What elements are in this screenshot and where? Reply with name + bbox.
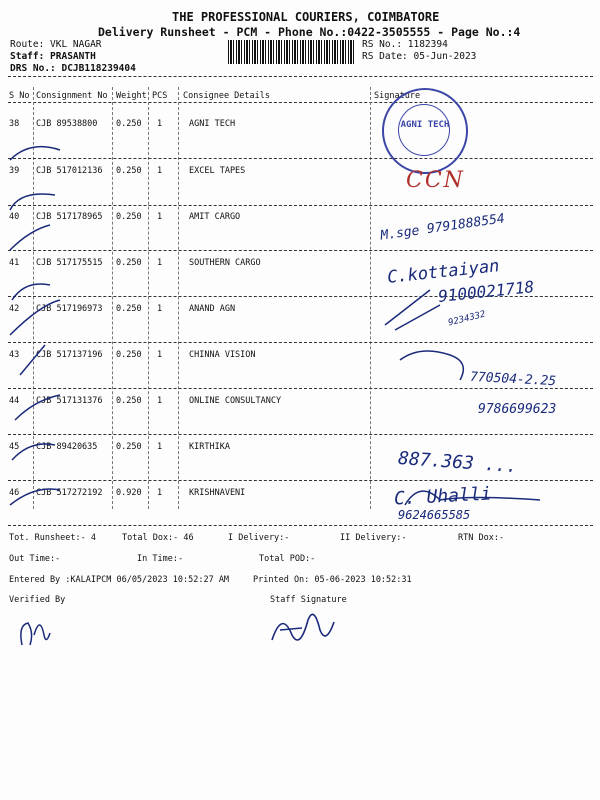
scribble <box>400 351 463 380</box>
row-weight: 0.250 <box>116 442 142 452</box>
verified-by: Verified By <box>9 595 66 605</box>
row-consignment: CJB 517137196 <box>36 350 103 360</box>
col-signature: Signature <box>374 91 421 101</box>
row-pcs: 1 <box>157 166 163 176</box>
row-consignee: KRISHNAVENI <box>189 488 246 498</box>
check-mark <box>12 284 50 300</box>
handwriting: 9234332 <box>447 309 487 329</box>
row-sno: 38 <box>9 119 20 129</box>
row-consignee: KIRTHIKA <box>189 442 230 452</box>
row-pcs: 1 <box>157 304 163 314</box>
route-label: Route: VKL NAGAR <box>10 39 102 50</box>
separator <box>8 102 593 103</box>
handwriting: 9100021718 <box>437 277 536 306</box>
row-weight: 0.920 <box>116 488 142 498</box>
col-divider <box>178 87 179 509</box>
handwriting: 9624665585 <box>398 508 471 522</box>
col-sno: S No <box>9 91 30 101</box>
separator <box>8 480 593 481</box>
col-consignee: Consignee Details <box>183 91 270 101</box>
handwriting: 887.363 ... <box>397 447 518 478</box>
entered-by: Entered By :KALAIPCM 06/05/2023 10:52:27 AM <box>9 575 230 585</box>
separator <box>8 158 593 159</box>
row-sno: 46 <box>9 488 20 498</box>
row-weight: 0.250 <box>116 304 142 314</box>
row-consignee: AGNI TECH <box>189 119 236 129</box>
row-pcs: 1 <box>157 396 163 406</box>
col-weight: Weight <box>116 91 147 101</box>
row-pcs: 1 <box>157 119 163 129</box>
handwriting: CCN <box>406 168 465 193</box>
row-pcs: 1 <box>157 488 163 498</box>
row-consignee: ANAND AGN <box>189 304 236 314</box>
row-consignment: CJB 517012136 <box>36 166 103 176</box>
staff-signature-drawing <box>262 600 352 660</box>
separator <box>8 388 593 389</box>
row-weight: 0.250 <box>116 166 142 176</box>
ii-delivery: II Delivery:- <box>340 533 407 543</box>
handwriting: M.sge 9791888554 <box>379 211 506 244</box>
row-consignment: CJB 517131376 <box>36 396 103 406</box>
row-weight: 0.250 <box>116 119 142 129</box>
row-consignee: CHINNA VISION <box>189 350 256 360</box>
staff-label: Staff: PRASANTH <box>10 51 96 62</box>
col-pcs: PCS <box>152 91 168 101</box>
printed-on: Printed On: 05-06-2023 10:52:31 <box>253 575 412 585</box>
separator <box>8 525 593 526</box>
runsheet-subtitle: Delivery Runsheet - PCM - Phone No.:0422-3505555 - Page No.:4 <box>98 25 521 39</box>
row-pcs: 1 <box>157 212 163 222</box>
out-time: Out Time:- <box>9 554 61 564</box>
company-stamp <box>382 88 468 174</box>
row-sno: 40 <box>9 212 20 222</box>
row-pcs: 1 <box>157 258 163 268</box>
in-time: In Time:- <box>137 554 184 564</box>
row-consignee: ONLINE CONSULTANCY <box>189 396 282 406</box>
handwriting: 9786699623 <box>478 402 557 417</box>
row-sno: 41 <box>9 258 20 268</box>
row-consignee: AMIT CARGO <box>189 212 241 222</box>
row-weight: 0.250 <box>116 350 142 360</box>
total-dox: Total Dox:- 46 <box>122 533 194 543</box>
company-name: THE PROFESSIONAL COURIERS, COIMBATORE <box>172 10 440 24</box>
row-consignment: CJB 517272192 <box>36 488 103 498</box>
row-consignee: SOUTHERN CARGO <box>189 258 261 268</box>
separator <box>8 342 593 343</box>
row-weight: 0.250 <box>116 258 142 268</box>
rtn-dox: RTN Dox:- <box>458 533 505 543</box>
col-divider <box>33 87 34 509</box>
check-mark <box>10 225 50 250</box>
row-consignment: CJB 517196973 <box>36 304 103 314</box>
separator <box>8 76 593 77</box>
handwriting: C.kottaiyan <box>386 256 501 288</box>
handwriting: C. Uhalli <box>393 483 493 510</box>
row-sno: 43 <box>9 350 20 360</box>
col-divider <box>370 87 371 509</box>
row-weight: 0.250 <box>116 212 142 222</box>
drs-number: DRS No.: DCJB118239404 <box>10 63 136 74</box>
rs-number: RS No.: 1182394 <box>362 39 448 50</box>
row-consignment: CJB 89420635 <box>36 442 98 452</box>
col-divider <box>112 87 113 509</box>
verified-signature <box>10 605 70 655</box>
separator <box>8 250 593 251</box>
col-divider <box>148 87 149 509</box>
separator <box>8 434 593 435</box>
row-sno: 39 <box>9 166 20 176</box>
row-consignment: CJB 517178965 <box>36 212 103 222</box>
row-pcs: 1 <box>157 350 163 360</box>
handwriting: 770504-2.25 <box>469 369 557 390</box>
row-consignment: CJB 89538800 <box>36 119 98 129</box>
barcode <box>228 40 354 64</box>
row-consignment: CJB 517175515 <box>36 258 103 268</box>
total-pod: Total POD:- <box>259 554 316 564</box>
col-consignment: Consignment No <box>36 91 108 101</box>
total-runsheet: Tot. Runsheet:- 4 <box>9 533 96 543</box>
rs-date: RS Date: 05-Jun-2023 <box>362 51 477 62</box>
i-delivery: I Delivery:- <box>228 533 290 543</box>
stamp-text: AGNI TECH <box>400 120 450 130</box>
separator <box>8 205 593 206</box>
staff-signature-label: Staff Signature <box>270 595 347 605</box>
row-sno: 45 <box>9 442 20 452</box>
row-sno: 42 <box>9 304 20 314</box>
row-pcs: 1 <box>157 442 163 452</box>
row-consignee: EXCEL TAPES <box>189 166 246 176</box>
row-weight: 0.250 <box>116 396 142 406</box>
row-sno: 44 <box>9 396 20 406</box>
